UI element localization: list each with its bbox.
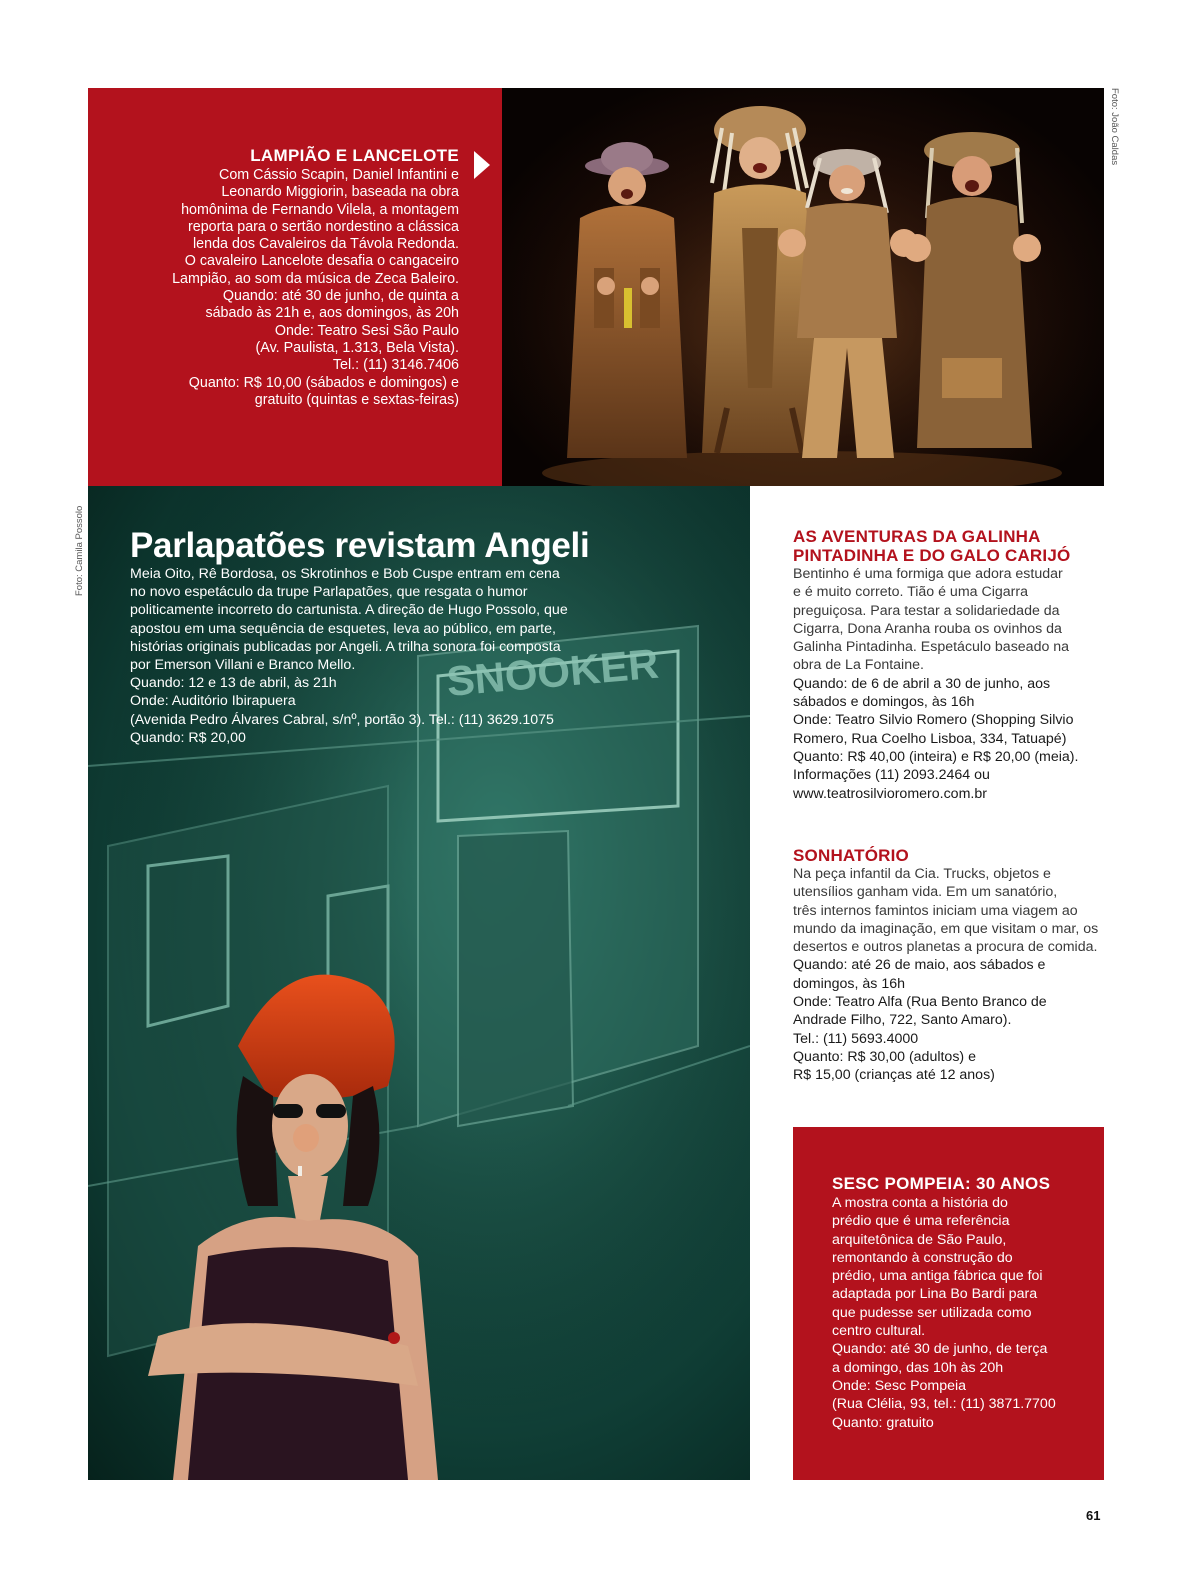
article-line: Tel.: (11) 3146.7406 [332, 357, 459, 374]
article-line: Andrade Filho, 722, Santo Amaro). [793, 1012, 1012, 1029]
article-line: Lampião, ao som da música de Zeca Baleiro. [172, 270, 459, 287]
article-line: Quando: R$ 20,00 [130, 729, 246, 746]
article-line: Quando: de 6 de abril a 30 de junho, aos [793, 675, 1051, 692]
article-line: Romero, Rua Coelho Lisboa, 334, Tatuapé) [793, 730, 1067, 747]
article-title: LAMPIÃO E LANCELOTE [250, 146, 459, 165]
article-line: Informações (11) 2093.2464 ou [793, 767, 990, 784]
article-line: Tel.: (11) 5693.4000 [793, 1030, 919, 1047]
article-line: utensílios ganham vida. Em um sanatório, [793, 884, 1058, 901]
title-line: AS AVENTURAS DA GALINHA [793, 527, 1041, 546]
stage-actors-illustration [502, 88, 1104, 486]
article-headline: Parlapatões revistam Angeli [130, 526, 590, 565]
article-line: Na peça infantil da Cia. Trucks, objetos e [793, 866, 1051, 882]
article-line: politicamente incorreto do cartunista. A direção de Hugo Possolo, que [130, 602, 568, 619]
article-line: Onde: Sesc Pompeia [832, 1377, 967, 1394]
article-line: preguiçosa. Para testar a solidariedade da [793, 602, 1060, 619]
article-line: Leonardo Miggiorin, baseada na obra [221, 184, 459, 201]
article-line: Quando: 12 e 13 de abril, às 21h [130, 675, 337, 692]
article-line: Quanto: R$ 30,00 (adultos) e [793, 1048, 976, 1065]
article-line: A mostra conta a história do [832, 1195, 1008, 1211]
article-info [793, 675, 1108, 803]
photo-credit: Foto: João Caldas [1109, 88, 1120, 166]
article-line: três internos famintos iniciam uma viagem ao [793, 902, 1078, 919]
article-line: Galinha Pintadinha. Espetáculo baseado na [793, 639, 1070, 656]
lampiao-article-text [129, 146, 459, 409]
article-line: (Av. Paulista, 1.313, Bela Vista). [255, 339, 459, 356]
article-line: Quanto: gratuito [832, 1414, 934, 1431]
article-line: Onde: Teatro Sesi São Paulo [274, 322, 459, 339]
article-line: centro cultural. [832, 1323, 926, 1340]
article-line: Quanto: R$ 10,00 (sábados e domingos) e [188, 374, 459, 391]
article-line: sábado às 21h e, aos domingos, às 20h [205, 305, 459, 322]
article-line: arquitetônica de São Paulo, [832, 1231, 1007, 1248]
lampiao-article-box [88, 88, 502, 486]
article-line: gratuito (quintas e sextas-feiras) [254, 391, 459, 408]
article-title: SESC POMPEIA: 30 ANOS [832, 1174, 1051, 1193]
sesc-article-box [793, 1127, 1104, 1480]
article-line: lenda dos Cavaleiros da Távola Redonda. [193, 236, 459, 253]
article-line: por Emerson Villani e Branco Mello. [130, 657, 356, 674]
article-line: Quando: até 30 de junho, de quinta a [222, 288, 459, 305]
lampiao-stage-photo [502, 88, 1104, 486]
article-line: R$ 15,00 (crianças até 12 anos) [793, 1067, 995, 1084]
article-body [793, 865, 1108, 956]
snooker-sign: SNOOKER [444, 639, 661, 705]
article-line: apostou em uma sequência de esquetes, leva ao público, em parte, [130, 620, 556, 637]
article-line: Quando: até 26 de maio, aos sábados e [793, 957, 1046, 974]
galinha-article [793, 527, 1108, 803]
article-line: Bentinho é uma formiga que adora estudar [793, 566, 1063, 582]
article-info [793, 956, 1108, 1084]
article-line: Com Cássio Scapin, Daniel Infantini e [219, 167, 459, 183]
parlapatoes-article-text [130, 526, 650, 747]
article-line: e é muito correto. Tião é uma Cigarra [793, 584, 1028, 601]
article-line: prédio, uma antiga fábrica que foi [832, 1268, 1043, 1285]
article-line: que pudesse ser utilizada como [832, 1304, 1032, 1321]
article-line: Cigarra, Dona Aranha rouba os ovinhos da [793, 620, 1062, 637]
page-number: 61 [1086, 1508, 1101, 1523]
article-line: a domingo, das 10h às 20h [832, 1359, 1004, 1376]
article-line: prédio que é uma referência [832, 1213, 1010, 1230]
article-body [793, 565, 1108, 675]
article-line: (Rua Clélia, 93, tel.: (11) 3871.7700 [832, 1396, 1056, 1413]
article-line: Quando: até 30 de junho, de terça [832, 1341, 1048, 1358]
article-line: (Avenida Pedro Álvares Cabral, s/nº, portão 3). Tel.: (11) 3629.1075 [130, 711, 554, 728]
parlapatoes-photo [88, 486, 750, 1480]
article-line: remontando à construção do [832, 1249, 1013, 1266]
article-line: Onde: Auditório Ibirapuera [130, 693, 296, 710]
title-line: PINTADINHA E DO GALO CARIJÓ [793, 546, 1071, 565]
article-line: O cavaleiro Lancelote desafia o cangaceiro [184, 253, 459, 270]
sonhatorio-article [793, 846, 1108, 1085]
article-line: domingos, às 16h [793, 975, 905, 992]
article-line: homônima de Fernando Vilela, a montagem [181, 201, 459, 218]
article-line: sábados e domingos, às 16h [793, 694, 975, 711]
sesc-article-text [832, 1174, 1082, 1432]
article-line: Onde: Teatro Silvio Romero (Shopping Silvio [793, 712, 1074, 729]
article-line: reporta para o sertão nordestino a clássica [188, 218, 459, 235]
article-line: histórias originais publicadas por Angeli. A trilha sonora foi composta [130, 638, 561, 655]
article-line: Meia Oito, Rê Bordosa, os Skrotinhos e Bob Cuspe entram em cena [130, 566, 560, 582]
arrow-right-icon [474, 151, 490, 179]
article-line: adaptada por Lina Bo Bardi para [832, 1286, 1038, 1303]
website-link[interactable]: www.teatrosilvioromero.com.br [793, 785, 987, 802]
article-title [793, 527, 1108, 565]
article-line: Quanto: R$ 40,00 (inteira) e R$ 20,00 (meia). [793, 748, 1079, 765]
article-line: no novo espetáculo da trupe Parlapatões, que resgata o humor [130, 584, 528, 601]
article-line: mundo da imaginação, em que visitam o mar, os [793, 920, 1099, 937]
article-title: SONHATÓRIO [793, 846, 909, 865]
photo-credit: Foto: Camila Possolo [74, 505, 85, 596]
article-line: obra de La Fontaine. [793, 657, 924, 674]
article-line: desertos e outros planetas a procura de comida. [793, 939, 1098, 956]
article-line: Onde: Teatro Alfa (Rua Bento Branco de [793, 994, 1047, 1011]
